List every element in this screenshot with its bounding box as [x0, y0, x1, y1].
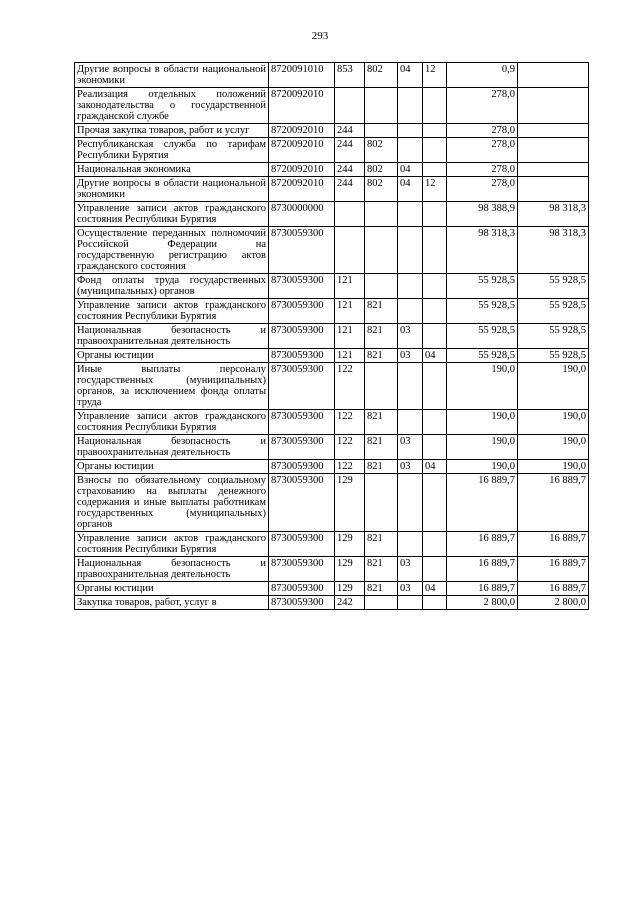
amount-year2-cell: [518, 163, 589, 177]
table-row: [75, 88, 589, 124]
amount-year2-cell: 190,0: [518, 410, 589, 435]
section-cell: 03: [398, 349, 423, 363]
admin-code-cell: [365, 363, 398, 410]
amount-year2-cell: 2 800,0: [518, 596, 589, 610]
table-row: [75, 349, 589, 363]
expense-type-cell: 129: [335, 474, 365, 532]
target-article-cell: 8730059300: [269, 274, 335, 299]
admin-code-cell: 821: [365, 324, 398, 349]
section-cell: 04: [398, 163, 423, 177]
table-row: [75, 202, 589, 227]
subsection-cell: [423, 363, 447, 410]
section-cell: [398, 410, 423, 435]
subsection-cell: [423, 474, 447, 532]
section-cell: [398, 88, 423, 124]
row-name-cell: Органы юстиции: [75, 349, 269, 363]
target-article-cell: 8720091010: [269, 63, 335, 88]
amount-year1-cell: 98 388,9: [447, 202, 518, 227]
row-name-cell: Национальная безопасность и правоохранительная деятельность: [75, 324, 269, 349]
table-row: [75, 474, 589, 532]
admin-code-cell: 821: [365, 460, 398, 474]
subsection-cell: [423, 299, 447, 324]
table-row: [75, 227, 589, 274]
expense-type-cell: 853: [335, 63, 365, 88]
table-row: [75, 163, 589, 177]
admin-code-cell: 802: [365, 138, 398, 163]
admin-code-cell: [365, 596, 398, 610]
row-name-cell: Реализация отдельных положений законодательства о государственной гражданской службе: [75, 88, 269, 124]
section-cell: 03: [398, 324, 423, 349]
section-cell: 03: [398, 435, 423, 460]
admin-code-cell: 802: [365, 163, 398, 177]
admin-code-cell: 802: [365, 63, 398, 88]
expense-type-cell: 244: [335, 138, 365, 163]
expense-type-cell: [335, 88, 365, 124]
amount-year1-cell: 278,0: [447, 124, 518, 138]
subsection-cell: [423, 202, 447, 227]
expense-type-cell: 129: [335, 557, 365, 582]
table-row: [75, 582, 589, 596]
target-article-cell: 8730059300: [269, 363, 335, 410]
amount-year2-cell: 98 318,3: [518, 202, 589, 227]
target-article-cell: 8730059300: [269, 349, 335, 363]
row-name-cell: Другие вопросы в области национальной экономики: [75, 63, 269, 88]
target-article-cell: 8730059300: [269, 596, 335, 610]
row-name-cell: Управление записи актов гражданского состояния Республики Бурятия: [75, 202, 269, 227]
amount-year2-cell: 190,0: [518, 363, 589, 410]
section-cell: 04: [398, 63, 423, 88]
amount-year2-cell: 190,0: [518, 435, 589, 460]
target-article-cell: 8720092010: [269, 88, 335, 124]
amount-year1-cell: 190,0: [447, 363, 518, 410]
table-row: [75, 299, 589, 324]
admin-code-cell: 821: [365, 299, 398, 324]
target-article-cell: 8730059300: [269, 435, 335, 460]
target-article-cell: 8730059300: [269, 582, 335, 596]
amount-year2-cell: 16 889,7: [518, 474, 589, 532]
amount-year1-cell: 278,0: [447, 88, 518, 124]
subsection-cell: 04: [423, 460, 447, 474]
admin-code-cell: [365, 202, 398, 227]
row-name-cell: Управление записи актов гражданского состояния Республики Бурятия: [75, 299, 269, 324]
row-name-cell: Управление записи актов гражданского состояния Республики Бурятия: [75, 532, 269, 557]
amount-year2-cell: 98 318,3: [518, 227, 589, 274]
subsection-cell: 12: [423, 63, 447, 88]
section-cell: [398, 227, 423, 274]
subsection-cell: [423, 596, 447, 610]
table-row: [75, 460, 589, 474]
amount-year2-cell: 55 928,5: [518, 274, 589, 299]
amount-year1-cell: 278,0: [447, 138, 518, 163]
table-row: [75, 274, 589, 299]
row-name-cell: Органы юстиции: [75, 460, 269, 474]
admin-code-cell: [365, 274, 398, 299]
admin-code-cell: [365, 88, 398, 124]
row-name-cell: Национальная экономика: [75, 163, 269, 177]
amount-year1-cell: 16 889,7: [447, 557, 518, 582]
subsection-cell: [423, 410, 447, 435]
table-row: [75, 63, 589, 88]
subsection-cell: [423, 163, 447, 177]
section-cell: 04: [398, 177, 423, 202]
subsection-cell: 12: [423, 177, 447, 202]
admin-code-cell: 821: [365, 532, 398, 557]
target-article-cell: 8730059300: [269, 227, 335, 274]
amount-year1-cell: 190,0: [447, 435, 518, 460]
target-article-cell: 8730000000: [269, 202, 335, 227]
table-row: [75, 596, 589, 610]
subsection-cell: [423, 557, 447, 582]
table-row: [75, 435, 589, 460]
table-row: [75, 324, 589, 349]
table-row: [75, 177, 589, 202]
table-row: [75, 557, 589, 582]
target-article-cell: 8720092010: [269, 124, 335, 138]
target-article-cell: 8730059300: [269, 474, 335, 532]
page-number: 293: [311, 30, 329, 42]
table-row: [75, 124, 589, 138]
row-name-cell: Иные выплаты персоналу государственных (муниципальных) органов, за исключением фонда оплаты труда: [75, 363, 269, 410]
subsection-cell: 04: [423, 349, 447, 363]
admin-code-cell: [365, 474, 398, 532]
subsection-cell: [423, 274, 447, 299]
expense-type-cell: 121: [335, 299, 365, 324]
expense-type-cell: 122: [335, 435, 365, 460]
section-cell: [398, 299, 423, 324]
amount-year1-cell: 98 318,3: [447, 227, 518, 274]
row-name-cell: Управление записи актов гражданского состояния Республики Бурятия: [75, 410, 269, 435]
row-name-cell: Осуществление переданных полномочий Российской Федерации на государственную регистрацию актов гражданского состояния: [75, 227, 269, 274]
amount-year2-cell: 16 889,7: [518, 557, 589, 582]
expense-type-cell: 129: [335, 532, 365, 557]
row-name-cell: Национальная безопасность и правоохранительная деятельность: [75, 435, 269, 460]
expense-type-cell: 122: [335, 410, 365, 435]
row-name-cell: Другие вопросы в области национальной экономики: [75, 177, 269, 202]
section-cell: 03: [398, 557, 423, 582]
section-cell: [398, 202, 423, 227]
target-article-cell: 8730059300: [269, 410, 335, 435]
expense-type-cell: 122: [335, 460, 365, 474]
target-article-cell: 8730059300: [269, 460, 335, 474]
target-article-cell: 8720092010: [269, 177, 335, 202]
admin-code-cell: 821: [365, 410, 398, 435]
row-name-cell: Республиканская служба по тарифам Республики Бурятия: [75, 138, 269, 163]
subsection-cell: [423, 532, 447, 557]
admin-code-cell: 821: [365, 349, 398, 363]
subsection-cell: [423, 227, 447, 274]
admin-code-cell: 802: [365, 177, 398, 202]
amount-year2-cell: 55 928,5: [518, 299, 589, 324]
row-name-cell: Взносы по обязательному социальному страхованию на выплаты денежного содержания и иные выплаты работникам государственных (муниципальных) органов: [75, 474, 269, 532]
table-row: [75, 532, 589, 557]
amount-year2-cell: 16 889,7: [518, 582, 589, 596]
amount-year1-cell: 190,0: [447, 410, 518, 435]
expense-type-cell: 121: [335, 274, 365, 299]
amount-year1-cell: 278,0: [447, 177, 518, 202]
expense-type-cell: 129: [335, 582, 365, 596]
expense-type-cell: [335, 227, 365, 274]
admin-code-cell: 821: [365, 557, 398, 582]
row-name-cell: Фонд оплаты труда государственных (муниципальных) органов: [75, 274, 269, 299]
budget-table: [74, 62, 589, 610]
amount-year2-cell: 16 889,7: [518, 532, 589, 557]
row-name-cell: Национальная безопасность и правоохранительная деятельность: [75, 557, 269, 582]
amount-year1-cell: 0,9: [447, 63, 518, 88]
amount-year1-cell: 278,0: [447, 163, 518, 177]
amount-year1-cell: 16 889,7: [447, 474, 518, 532]
amount-year1-cell: 55 928,5: [447, 349, 518, 363]
section-cell: [398, 474, 423, 532]
budget-table-body: [75, 63, 589, 610]
admin-code-cell: 821: [365, 435, 398, 460]
target-article-cell: 8720092010: [269, 138, 335, 163]
expense-type-cell: [335, 202, 365, 227]
amount-year1-cell: 55 928,5: [447, 324, 518, 349]
amount-year1-cell: 190,0: [447, 460, 518, 474]
section-cell: 03: [398, 460, 423, 474]
amount-year2-cell: [518, 88, 589, 124]
expense-type-cell: 244: [335, 163, 365, 177]
target-article-cell: 8730059300: [269, 532, 335, 557]
amount-year2-cell: [518, 63, 589, 88]
expense-type-cell: 122: [335, 363, 365, 410]
amount-year1-cell: 2 800,0: [447, 596, 518, 610]
section-cell: [398, 596, 423, 610]
amount-year2-cell: [518, 138, 589, 163]
amount-year2-cell: 55 928,5: [518, 349, 589, 363]
section-cell: [398, 274, 423, 299]
subsection-cell: [423, 138, 447, 163]
target-article-cell: 8720092010: [269, 163, 335, 177]
admin-code-cell: 821: [365, 582, 398, 596]
amount-year1-cell: 16 889,7: [447, 582, 518, 596]
expense-type-cell: 244: [335, 177, 365, 202]
section-cell: [398, 363, 423, 410]
target-article-cell: 8730059300: [269, 324, 335, 349]
row-name-cell: Прочая закупка товаров, работ и услуг: [75, 124, 269, 138]
amount-year2-cell: [518, 177, 589, 202]
expense-type-cell: 121: [335, 349, 365, 363]
section-cell: [398, 532, 423, 557]
subsection-cell: [423, 324, 447, 349]
section-cell: 03: [398, 582, 423, 596]
target-article-cell: 8730059300: [269, 299, 335, 324]
amount-year1-cell: 55 928,5: [447, 299, 518, 324]
amount-year2-cell: 55 928,5: [518, 324, 589, 349]
target-article-cell: 8730059300: [269, 557, 335, 582]
expense-type-cell: 244: [335, 124, 365, 138]
row-name-cell: Органы юстиции: [75, 582, 269, 596]
subsection-cell: [423, 435, 447, 460]
amount-year1-cell: 55 928,5: [447, 274, 518, 299]
amount-year1-cell: 16 889,7: [447, 532, 518, 557]
expense-type-cell: 121: [335, 324, 365, 349]
row-name-cell: Закупка товаров, работ, услуг в: [75, 596, 269, 610]
amount-year2-cell: 190,0: [518, 460, 589, 474]
admin-code-cell: [365, 227, 398, 274]
amount-year2-cell: [518, 124, 589, 138]
section-cell: [398, 124, 423, 138]
subsection-cell: [423, 88, 447, 124]
table-row: [75, 138, 589, 163]
admin-code-cell: [365, 124, 398, 138]
table-row: [75, 363, 589, 410]
subsection-cell: 04: [423, 582, 447, 596]
subsection-cell: [423, 124, 447, 138]
section-cell: [398, 138, 423, 163]
table-row: [75, 410, 589, 435]
expense-type-cell: 242: [335, 596, 365, 610]
